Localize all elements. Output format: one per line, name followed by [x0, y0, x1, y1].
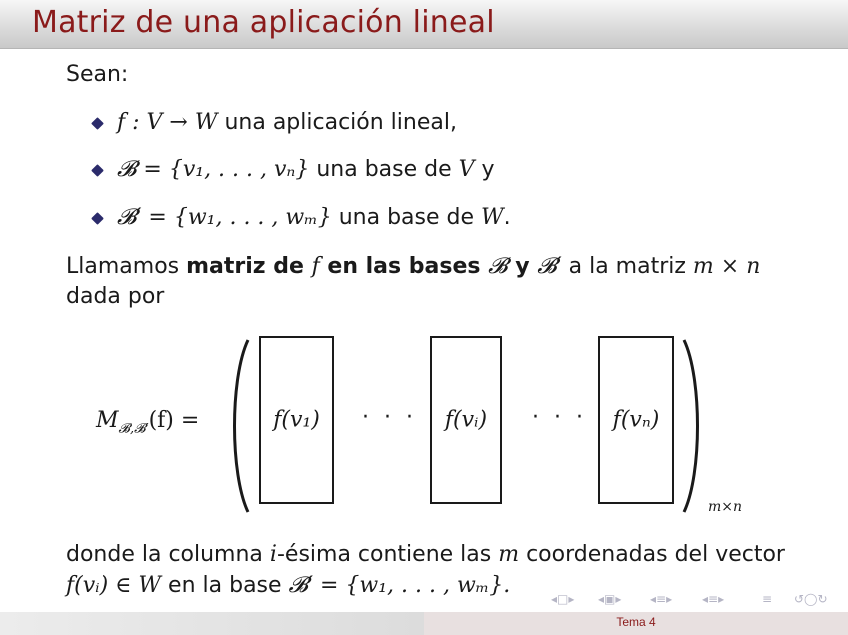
- matrix-column: [259, 336, 334, 504]
- bullet-math: 𝓑 = {v₁, . . . , vₙ}: [117, 157, 310, 182]
- search-zoom-icon[interactable]: ↺◯↻: [794, 592, 828, 606]
- list-item: [117, 110, 457, 135]
- bullet-text: una base de: [309, 157, 459, 182]
- matrix-lhs-arg: (f) =: [148, 408, 200, 433]
- matrix-lhs: [96, 408, 199, 436]
- matrix-lhs-symbol: M: [96, 408, 119, 433]
- bullet-text: y: [474, 157, 495, 182]
- closing-math: 𝓑′ = {w₁, . . . , wₘ}.: [288, 573, 511, 598]
- definition-line-2: dada por: [66, 284, 165, 309]
- ellipsis: · · ·: [362, 405, 417, 430]
- title-bar: [0, 0, 848, 49]
- frame-forward-icon[interactable]: ◂▣▸: [598, 592, 622, 606]
- definition-bold: matriz de: [186, 254, 312, 279]
- definition-bold: y: [507, 254, 538, 279]
- definition-math: m × n: [692, 254, 761, 279]
- bullet-icon: [91, 212, 104, 225]
- closing-text: coordenadas del vector: [519, 542, 785, 567]
- bullet-icon: [91, 164, 104, 177]
- closing-text: donde la columna: [66, 542, 270, 567]
- slide-title: Matriz de una aplicación lineal: [32, 5, 495, 40]
- bullet-text: .: [503, 205, 511, 230]
- footer-center: [424, 612, 848, 635]
- toc-icon[interactable]: ≡: [762, 592, 773, 606]
- column-label: f(vᵢ): [444, 407, 488, 433]
- intro-text: Sean:: [66, 62, 129, 87]
- footer-label: Tema 4: [616, 615, 656, 629]
- list-item: [117, 157, 495, 182]
- bullet-math: 𝓑′ = {w₁, . . . , wₘ}: [117, 205, 332, 230]
- bullet-math: f : V → W: [117, 110, 218, 135]
- matrix-column: [598, 336, 674, 504]
- closing-text: -ésima contiene las: [276, 542, 499, 567]
- closing-line-1: [66, 542, 785, 567]
- matrix-lhs-subscript: 𝓑,𝓑′: [118, 421, 149, 437]
- column-label: f(vₙ): [612, 407, 660, 433]
- matrix-column: [430, 336, 502, 504]
- bullet-text: una base de: [331, 205, 482, 230]
- ellipsis: · · ·: [532, 405, 587, 430]
- column-label: f(v₁): [273, 407, 320, 433]
- closing-math: m: [498, 542, 520, 567]
- bullet-icon: [91, 117, 104, 130]
- closing-math: i: [269, 542, 277, 567]
- footer-bar: [0, 612, 848, 635]
- right-paren: [680, 338, 706, 514]
- definition-math: f: [311, 254, 320, 279]
- list-item: [117, 205, 511, 230]
- closing-line-2: [66, 573, 510, 598]
- section-back-icon[interactable]: ◂≡▸: [650, 592, 673, 606]
- closing-text: en la base: [161, 573, 289, 598]
- bullet-math: V: [458, 157, 475, 182]
- left-paren: [226, 338, 252, 514]
- bullet-math: W: [481, 205, 504, 230]
- definition-math: 𝓑′: [537, 254, 562, 279]
- matrix-size: m×n: [708, 499, 743, 515]
- bullet-text: una aplicación lineal,: [217, 110, 457, 135]
- frame-back-icon[interactable]: ◂□▸: [551, 592, 575, 606]
- subsection-back-icon[interactable]: ◂≡▸: [702, 592, 725, 606]
- definition-text: a la matriz: [561, 254, 693, 279]
- definition-math: 𝓑: [488, 254, 508, 279]
- definition-bold: en las bases: [319, 254, 489, 279]
- closing-math: f(vᵢ) ∈ W: [66, 573, 162, 598]
- definition-text: Llamamos: [66, 254, 187, 279]
- definition-line: [66, 254, 760, 279]
